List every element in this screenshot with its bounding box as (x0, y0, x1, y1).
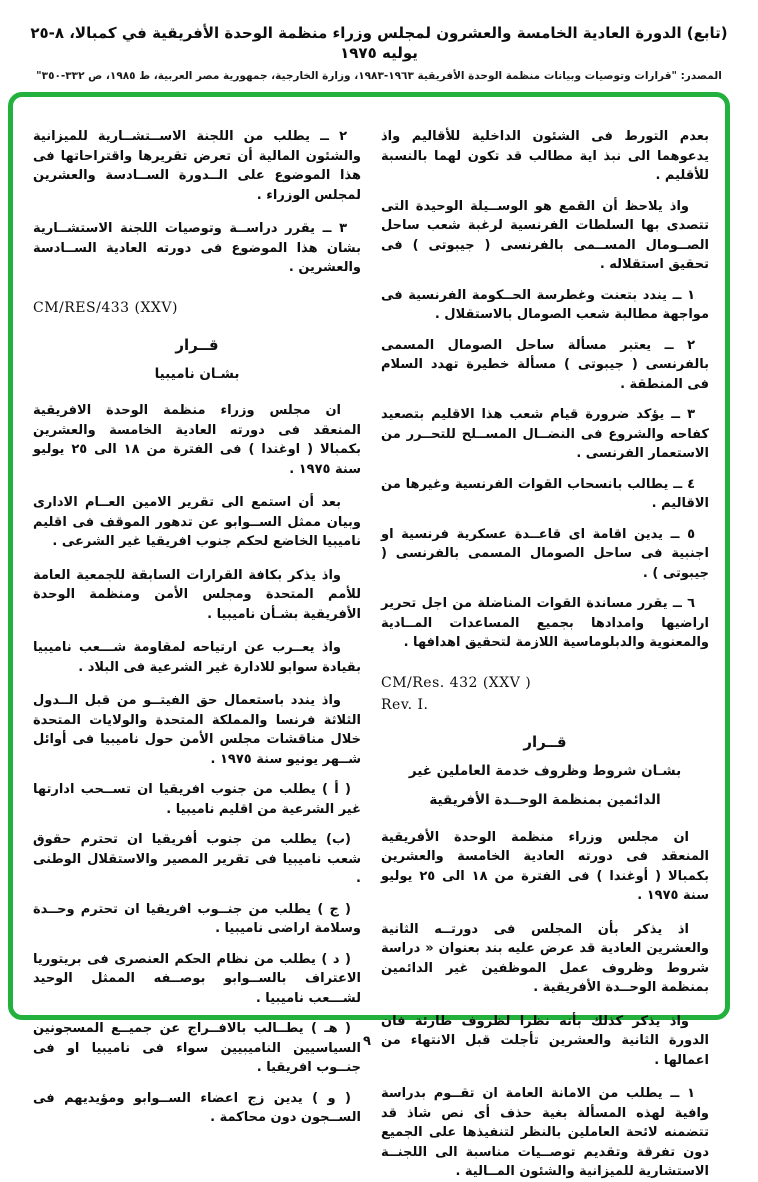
preamble-paragraph: واذ يندد باستعمال حق الفيتــو من قبل الــدول الثلاثة فرنسا والمملكة المتحدة والولايات المتحدة خلال مناقشات مجلس الأمن حول ناميبيا فى أوائل شــهر يونيو سنة ١٩٧٥ . (33, 693, 361, 767)
resolution-clause-3: ٣ ــ يقرر دراســة وتوصيات اللجنة الاستشــارية بشان هذا الموضوع فى دورته العادية الســادسة والعشرين . (33, 221, 361, 275)
highlight-frame (8, 92, 730, 1180)
lettered-clause-ba: (ب) يطلب من جنوب أفريقيا ان تحترم حقوق شعب ناميبيا فى تقرير المصير والاستقلال الوطنى . (33, 832, 361, 887)
resolution-clause-3: ٣ ــ يؤكد ضرورة قيام شعب هذا الاقليم بتصعيد كفاحه والشروع فى النضــال المســلح للتحــرر من الاستعمار الفرنسى . (381, 407, 709, 461)
resolution-clause-1: ١ ــ يطلب من الامانة العامة ان تقــوم بدراسة وافية لهذه المسألة بغية حذف أى نص شاذ قد تتضمنه لائحة العاملين بالنظر لتنفيذها على الجميع دون تفرقة وتقديم توصــيات مناسبة الى اللجنــة الاستشارية للميزانية والشئون المــالية . (381, 1086, 709, 1180)
resolution-clause-2: ٢ ــ يطلب من اللجنة الاســتشــارية للميزانية والشئون المالية أن تعرض تقريرها واقتراحاتها فى هذا الموضوع على الــدورة الســادسة والعشرين لمجلس الوزراء . (33, 129, 361, 203)
preamble-paragraph: واذ يذكر كذلك بأنه نظرا لظروف طارئة فان الدورة الثانية والعشرين تأجلت قبل الانتهاء من اعمالها . (381, 1013, 709, 1068)
lettered-clause-alif: ( أ ) يطلب من جنوب افريقيا ان تســحب ادارتها غير الشرعية من اقليم ناميبيا . (33, 782, 361, 817)
resolution-title: قــرار (523, 732, 567, 751)
resolution-clause-1: ١ ــ يندد بتعنت وغطرسة الحــكومة الفرنسية فى مواجهة مطالبة شعب الصومال بالاستقلال . (381, 287, 709, 322)
resolution-clause-2: ٢ ــ يعتبر مسألة ساحل الصومال المسمى بالفرنسى ( جيبوتى ) مسألة خطيرة تهدد السلام فى المنطقة . (381, 337, 709, 392)
resolution-clause-4: ٤ ــ يطالب بانسحاب القوات الفرنسية وغيرها من الاقاليم . (381, 476, 709, 511)
source-citation: المصدر: "قرارات وتوصيات وبيانات منظمة الوحدة الأفريقية ١٩٦٣-١٩٨٣، وزارة الخارجية، جمهورية مصر العربية، ط ١٩٨٥، ص ٣٣٢-٣٥٠" (36, 70, 722, 82)
resolution-subject-line1: بشـان شروط وظروف خدمة العاملين غير (408, 762, 682, 779)
page-header (30, 24, 728, 82)
column-left (33, 127, 365, 1126)
resolution-title: قــرار (175, 335, 219, 354)
resolution-ref-cm433: CM/RES/433 (XXV) (33, 299, 178, 316)
column-right (379, 127, 710, 1180)
preamble-paragraph: واذ يذكر بكافة القرارات السابقة للجمعية العامة للأمم المتحدة ومجلس الأمن ومنظمة الوحدة الأفريقية بشـأن ناميبيا . (33, 567, 361, 622)
preamble-paragraph: بعد أن استمع الى تقرير الامين العــام الادارى وبيان ممثل الســوابو عن تدهور الموقف فى اقليم ناميبيا الخاضع لحكم جنوب افريقيا غير الشرعى . (33, 495, 361, 550)
resolution-subject-line2: الدائمين بمنظمة الوحــدة الأفريقية (429, 792, 661, 809)
lettered-clause-ha: ( هـ ) يطــالب بالافــراج عن جميــع المسجونين السياسيين الناميبيين سواء فى ناميبيا او فى جنــوب افريقيا . (33, 1021, 361, 1076)
preamble-paragraph: ان مجلس وزراء منظمة الوحدة الافريقية المنعقد فى دورته العادية الخامسة والعشرين بكمبالا ( اوغندا ) فى الفترة من ١٨ الى ٢٥ يوليو سنة ١٩٧٥ . (33, 403, 362, 477)
page-number: ٩ (363, 1034, 371, 1049)
resolution-ref-rev1: Rev. I. (381, 696, 429, 713)
lettered-clause-jim: ( ج ) يطلب من جنــوب افريقيا ان تحترم وحــدة وسلامة اراضى ناميبيا . (33, 901, 361, 937)
lettered-clause-waw: ( و ) يدين زج اعضاء الســوابو ومؤيديهم فى الســجون دون محاكمة . (33, 1090, 361, 1126)
preamble-paragraph: اذ يذكر بأن المجلس فى دورتــه الثانية والعشرين العادية قد عرض عليه بند بعنوان « دراسة شروط وظروف عمل الموظفين غير الدائمين بمنظمة الوحــدة الأفريقية . (381, 921, 709, 996)
preamble-paragraph: واذ يعــرب عن ارتياحه لمقاومة شـــعب ناميبيا بقيادة سوابو للادارة غير الشرعية فى البلاد . (33, 640, 361, 675)
preamble-paragraph: ان مجلس وزراء منظمة الوحدة الأفريقية المنعقد فى دورته العادية الخامسة والعشرين بكمبالا ( أوغندا ) فى الفترة من ١٨ الى ٢٥ يوليو سنة ١٩٧٥ . (381, 829, 710, 904)
resolution-clause-6: ٦ ــ يقرر مساندة القوات المناضلة من اجل تحرير اراضيها وامدادها بجميع المساعدات المــادية والمعنوية والدبلوماسية اللازمة لتحقيق اهدافها . (381, 596, 709, 650)
resolution-clause-5: ٥ ــ يدين اقامة اى قاعــدة عسكرية فرنسية او اجنبية فى ساحل الصومال المسمى بالفرنسى ( جيبوتى ) . (381, 526, 709, 581)
paragraph-continuation: بعدم التورط فى الشئون الداخلية للأقاليم واذ يدعوهما الى نبذ اية مطالب قد تكون لهما بالنسبة للأقليم . (381, 129, 709, 183)
preamble-paragraph: واذ يلاحظ أن القمع هو الوســيلة الوحيدة التى تتصدى بها السلطات الفرنسية لرغبة شعب ساحل الصــومال المســمى بالفرنسى ( جيبوتى ) فى تحقيق استقلاله . (381, 198, 709, 272)
lettered-clause-dal: ( د ) يطلب من نظام الحكم العنصرى فى بريتوريا الاعتراف بالســوابو بوصــفه الممثل الوحيد لشـــعب ناميبيا . (33, 951, 361, 1006)
resolution-ref-cm432: CM/Res. 432 (XXV ) (381, 674, 532, 691)
session-title: (تابع) الدورة العادية الخامسة والعشرون لمجلس وزراء منظمة الوحدة الأفريقية في كمبالا، ٨-٢٥ يوليه ١٩٧٥ (30, 24, 728, 62)
resolution-subject: بشـان ناميبيا (154, 365, 240, 382)
